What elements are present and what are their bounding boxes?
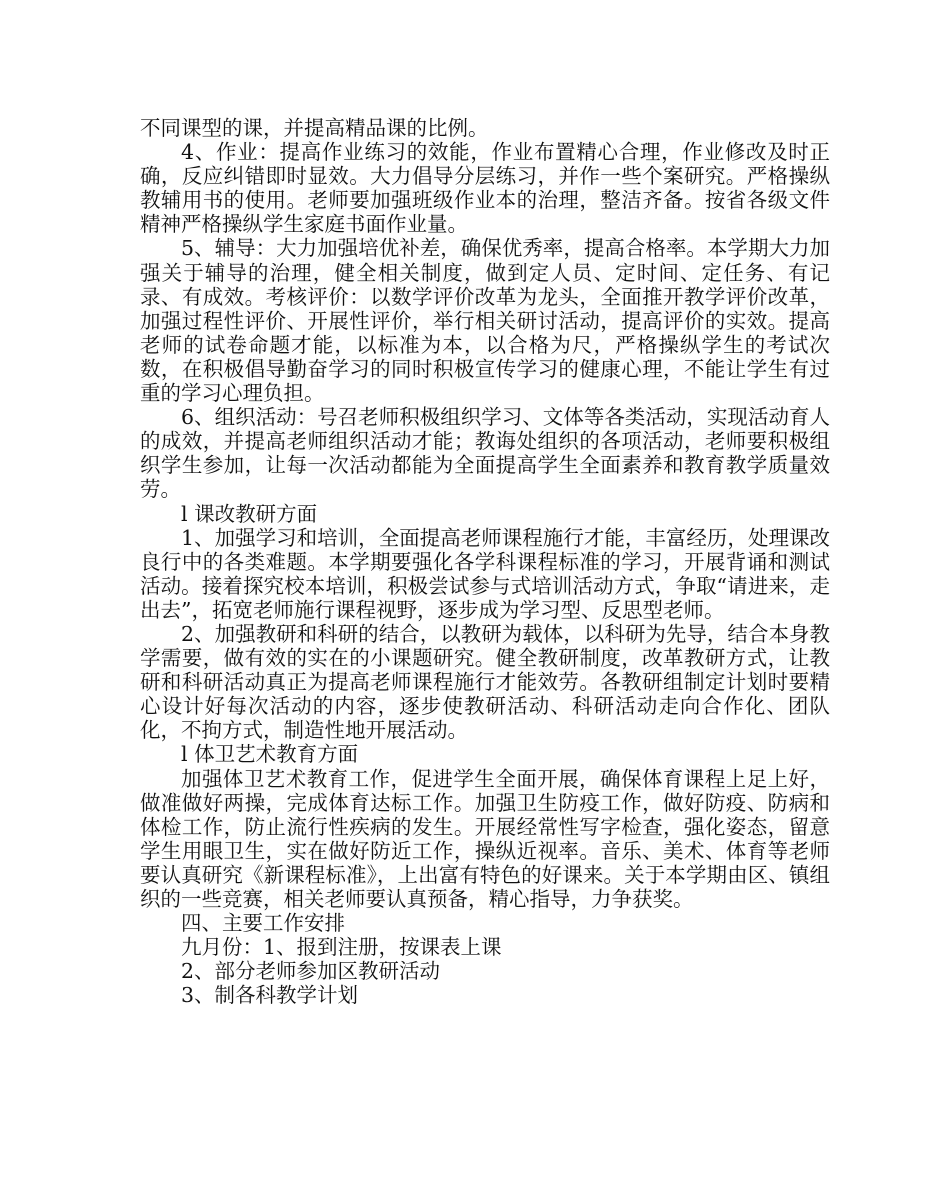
section-heading-curriculum-research: l 课改教研方面 <box>181 501 318 526</box>
document-body <box>140 116 830 1007</box>
schedule-item-september-1: 九月份：1、报到注册，按课表上课 <box>181 935 502 960</box>
section-heading-work-schedule: 四、主要工作安排 <box>181 911 345 936</box>
paragraph-homework: 4、作业：提高作业练习的效能，作业布置精心合理，作业修改及时正确，反应纠错即时显效。大力倡导分层练习，并作一些个案研究。严格操纵教辅用书的使用。老师要加强班级作业本的治理，整洁齐备。按省各级文件精神严格操纵学生家庭书面作业量。 <box>140 140 830 237</box>
schedule-item-september-3: 3、制各科教学计划 <box>181 983 359 1008</box>
paragraph-research: 2、加强教研和科研的结合，以教研为载体，以科研为先导，结合本身教学需要，做有效的实在的小课题研究。健全教研制度，改革教研方式，让教研和科研活动真正为提高老师课程施行才能效劳。各教研组制定计划时要精心设计好每次活动的内容，逐步使教研活动、科研活动走向合作化、团队化，不拘方式，制造性地开展活动。 <box>140 621 830 743</box>
section-heading-pe-health-arts: l 体卫艺术教育方面 <box>181 742 359 767</box>
paragraph-activities: 6、组织活动：号召老师积极组织学习、文体等各类活动，实现活动育人的成效，并提高老师组织活动才能；教诲处组织的各项活动，老师要积极组织学生参加，让每一次活动都能为全面提高学生全面素养和教育教学质量效劳。 <box>140 405 830 502</box>
paragraph-pe-health-arts: 加强体卫艺术教育工作，促进学生全面开展，确保体育课程上足上好，做准做好两操，完成体育达标工作。加强卫生防疫工作，做好防疫、防病和体检工作，防止流行性疾病的发生。开展经常性写字检查，强化姿态，留意学生用眼卫生，实在做好防近工作，操纵近视率。音乐、美术、体育等老师要认真研究《新课程标准》，上出富有特色的好课来。关于本学期由区、镇组织的一些竞赛，相关老师要认真预备，精心指导，力争获奖。 <box>140 766 830 911</box>
paragraph-training: 1、加强学习和培训，全面提高老师课程施行才能，丰富经历，处理课改良行中的各类难题。本学期要强化各学科课程标准的学习，开展背诵和测试活动。接着探究校本培训，积极尝试参与式培训活动方式，争取“请进来，走出去”，拓宽老师施行课程视野，逐步成为学习型、反思型老师。 <box>140 525 830 622</box>
paragraph-course-types: 不同课型的课，并提高精品课的比例。 <box>140 116 489 140</box>
paragraph-tutoring: 5、辅导：大力加强培优补差，确保优秀率，提高合格率。本学期大力加强关于辅导的治理，健全相关制度，做到定人员、定时间、定任务、有记录、有成效。考核评价：以数学评价改革为龙头，全面推开教学评价改革，加强过程性评价、开展性评价，举行相关研讨活动，提高评价的实效。提高老师的试卷命题才能，以标准为本，以合格为尺，严格操纵学生的考试次数，在积极倡导勤奋学习的同时积极宣传学习的健康心理，不能让学生有过重的学习心理负担。 <box>140 236 830 406</box>
schedule-item-september-2: 2、部分老师参加区教研活动 <box>181 959 441 984</box>
